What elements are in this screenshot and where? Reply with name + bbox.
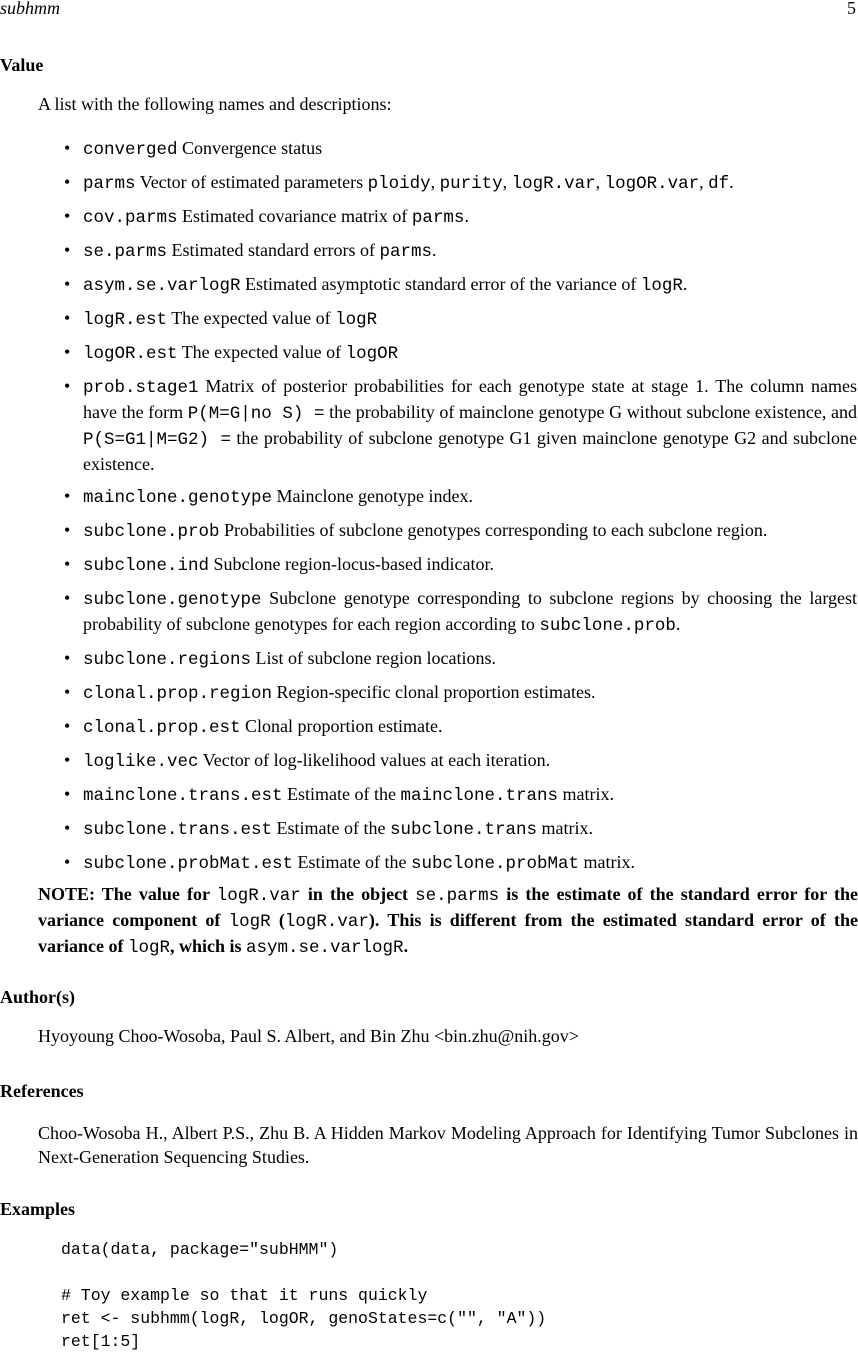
- bullet-icon: •: [64, 274, 71, 294]
- code-term: subclone.regions: [83, 650, 252, 670]
- bullet-icon: •: [64, 682, 71, 702]
- bullet-icon: •: [64, 648, 71, 668]
- code-term: parms: [411, 208, 465, 228]
- bullet-icon: •: [64, 342, 71, 362]
- code-term: subclone.probMat: [411, 854, 580, 874]
- bullet-icon: •: [64, 716, 71, 736]
- code-term: mainclone.trans: [400, 786, 559, 806]
- code-term: logR: [640, 276, 683, 296]
- description-text: List of subclone region locations.: [251, 648, 496, 668]
- description-text: in the object: [300, 884, 416, 904]
- bullet-icon: •: [64, 750, 71, 770]
- description-text: the probability of mainclone genotype G without subclone existence, and: [324, 402, 857, 422]
- code-term: logR.var: [284, 912, 369, 932]
- value-item: [0, 374, 858, 476]
- value-item: [0, 748, 858, 774]
- description-text: Estimate of the: [293, 852, 412, 872]
- value-item: [0, 306, 858, 332]
- code-term: logOR: [345, 344, 399, 364]
- description-text: matrix.: [558, 784, 615, 804]
- bullet-icon: •: [64, 852, 71, 872]
- code-term: mainclone.genotype: [83, 488, 273, 508]
- code-term: P(M=G|no S) =: [187, 404, 325, 424]
- value-item: [0, 646, 858, 672]
- value-item: [0, 238, 858, 264]
- description-text: The expected value of: [177, 342, 346, 362]
- code-term: logR.var: [511, 174, 596, 194]
- bullet-icon: •: [64, 588, 71, 608]
- description-text: .: [675, 614, 681, 634]
- description-text: NOTE: The value for: [38, 884, 217, 904]
- description-text: , which is: [170, 936, 247, 956]
- description-text: ,: [595, 172, 605, 192]
- bullet-icon: •: [64, 486, 71, 506]
- description-text: Estimated covariance matrix of: [177, 206, 412, 226]
- code-term: P(S=G1|M=G2) =: [83, 430, 231, 450]
- value-item: [0, 340, 858, 366]
- examples-heading: Examples: [0, 1199, 76, 1219]
- bullet-icon: •: [64, 784, 71, 804]
- description-text: Subclone genotype corresponding to subclone regions by choosing the largest probability of subclone genotypes for each region according to: [83, 588, 857, 634]
- description-text: (: [270, 910, 285, 930]
- value-item: [0, 850, 858, 876]
- code-term: logR: [127, 938, 170, 958]
- code-term: subclone.trans: [390, 820, 538, 840]
- code-term: parms: [83, 174, 136, 194]
- bullet-icon: •: [64, 376, 71, 396]
- code-term: clonal.prop.region: [83, 684, 273, 704]
- page-header: [0, 0, 858, 26]
- code-term: subclone.ind: [83, 556, 210, 576]
- code-term: df: [708, 174, 730, 194]
- code-term: prob.stage1: [83, 378, 199, 398]
- code-term: ploidy: [367, 174, 431, 194]
- description-text: .: [464, 206, 469, 226]
- description-text: Convergence status: [177, 138, 323, 158]
- code-term: se.parms: [83, 242, 168, 262]
- description-text: matrix.: [579, 852, 636, 872]
- example-code: data(data, package="subHMM") # Toy example so that it runs quickly ret <- subhmm(logR, logOR, genoStates=c("", "A")) ret[1:5]: [61, 1240, 547, 1351]
- code-term: logOR.est: [83, 344, 178, 364]
- bullet-icon: •: [64, 308, 71, 328]
- page-number: 5: [847, 0, 856, 18]
- code-term: cov.parms: [83, 208, 178, 228]
- value-item: [0, 518, 858, 544]
- description-text: Clonal proportion estimate.: [240, 716, 443, 736]
- description-text: Region-specific clonal proportion estimates.: [272, 682, 596, 702]
- description-text: Matrix of posterior probabilities for each genotype state at stage 1. The column names have the form: [83, 376, 857, 422]
- value-item: [0, 680, 858, 706]
- value-item: [0, 714, 858, 740]
- description-text: Probabilities of subclone genotypes corresponding to each subclone region.: [219, 520, 768, 540]
- description-text: Vector of estimated parameters: [135, 172, 368, 192]
- description-text: The expected value of: [167, 308, 336, 328]
- description-text: Subclone region-locus-based indicator.: [209, 554, 494, 574]
- code-term: subclone.prob: [83, 522, 220, 542]
- description-text: ). This is different from the estimated standard error of the variance of: [38, 910, 858, 956]
- code-term: logR: [228, 912, 271, 932]
- bullet-icon: •: [64, 172, 71, 192]
- code-term: subclone.trans.est: [83, 820, 273, 840]
- code-term: purity: [439, 174, 503, 194]
- value-item: [0, 484, 858, 510]
- value-item: [0, 586, 858, 638]
- author-text: Hyoyoung Choo-Wosoba, Paul S. Albert, and Bin Zhu <bin.zhu@nih.gov>: [38, 1026, 579, 1046]
- code-term: logOR.var: [604, 174, 700, 194]
- value-heading: Value: [0, 55, 44, 75]
- value-item: [0, 816, 858, 842]
- code-term: asym.se.varlogR: [83, 276, 241, 296]
- bullet-icon: •: [64, 138, 71, 158]
- references-heading: References: [0, 1081, 84, 1101]
- code-term: logR.est: [83, 310, 168, 330]
- description-text: Estimated asymptotic standard error of the variance of: [240, 274, 641, 294]
- code-term: asym.se.varlogR: [246, 938, 404, 958]
- value-item: [0, 782, 858, 808]
- code-term: logR: [335, 310, 378, 330]
- description-text: Estimated standard errors of: [167, 240, 380, 260]
- bullet-icon: •: [64, 554, 71, 574]
- value-item: [0, 552, 858, 578]
- value-item: [0, 136, 858, 162]
- description-text: .: [431, 240, 437, 260]
- bullet-icon: •: [64, 206, 71, 226]
- running-title: subhmm: [0, 0, 61, 18]
- code-term: logR.var: [216, 886, 301, 906]
- description-text: matrix.: [537, 818, 594, 838]
- code-term: mainclone.trans.est: [83, 786, 283, 806]
- code-term: parms: [379, 242, 432, 262]
- value-note: [38, 882, 858, 960]
- code-term: loglike.vec: [83, 752, 199, 772]
- code-term: converged: [83, 140, 178, 160]
- description-text: .: [682, 274, 688, 294]
- bullet-icon: •: [64, 818, 71, 838]
- code-term: se.parms: [415, 886, 500, 906]
- code-term: subclone.genotype: [83, 590, 262, 610]
- value-item: [0, 170, 858, 196]
- code-term: subclone.probMat.est: [83, 854, 294, 874]
- description-text: is the estimate of the standard error for the variance component of: [38, 884, 858, 930]
- description-text: Vector of log-likelihood values at each iteration.: [198, 750, 551, 770]
- bullet-icon: •: [64, 240, 71, 260]
- description-text: ,: [430, 172, 440, 192]
- description-text: ,: [502, 172, 512, 192]
- description-text: ,: [699, 172, 709, 192]
- value-item-list: [0, 136, 858, 884]
- bullet-icon: •: [64, 520, 71, 540]
- author-heading: Author(s): [0, 987, 75, 1007]
- value-item: [0, 272, 858, 298]
- code-term: clonal.prop.est: [83, 718, 241, 738]
- code-term: subclone.prob: [539, 616, 676, 636]
- description-text: Estimate of the: [282, 784, 401, 804]
- description-text: Mainclone genotype index.: [272, 486, 473, 506]
- description-text: the probability of subclone genotype G1 given mainclone genotype G2 and subclone existence.: [83, 428, 857, 474]
- value-intro: A list with the following names and descriptions:: [38, 94, 392, 114]
- description-text: .: [403, 936, 409, 956]
- references-text: Choo-Wosoba H., Albert P.S., Zhu B. A Hidden Markov Modeling Approach for Identifying Tumor Subclones in Next-Generation Sequencing Studies.: [38, 1123, 858, 1167]
- value-item: [0, 204, 858, 230]
- description-text: .: [729, 172, 734, 192]
- description-text: Estimate of the: [272, 818, 390, 838]
